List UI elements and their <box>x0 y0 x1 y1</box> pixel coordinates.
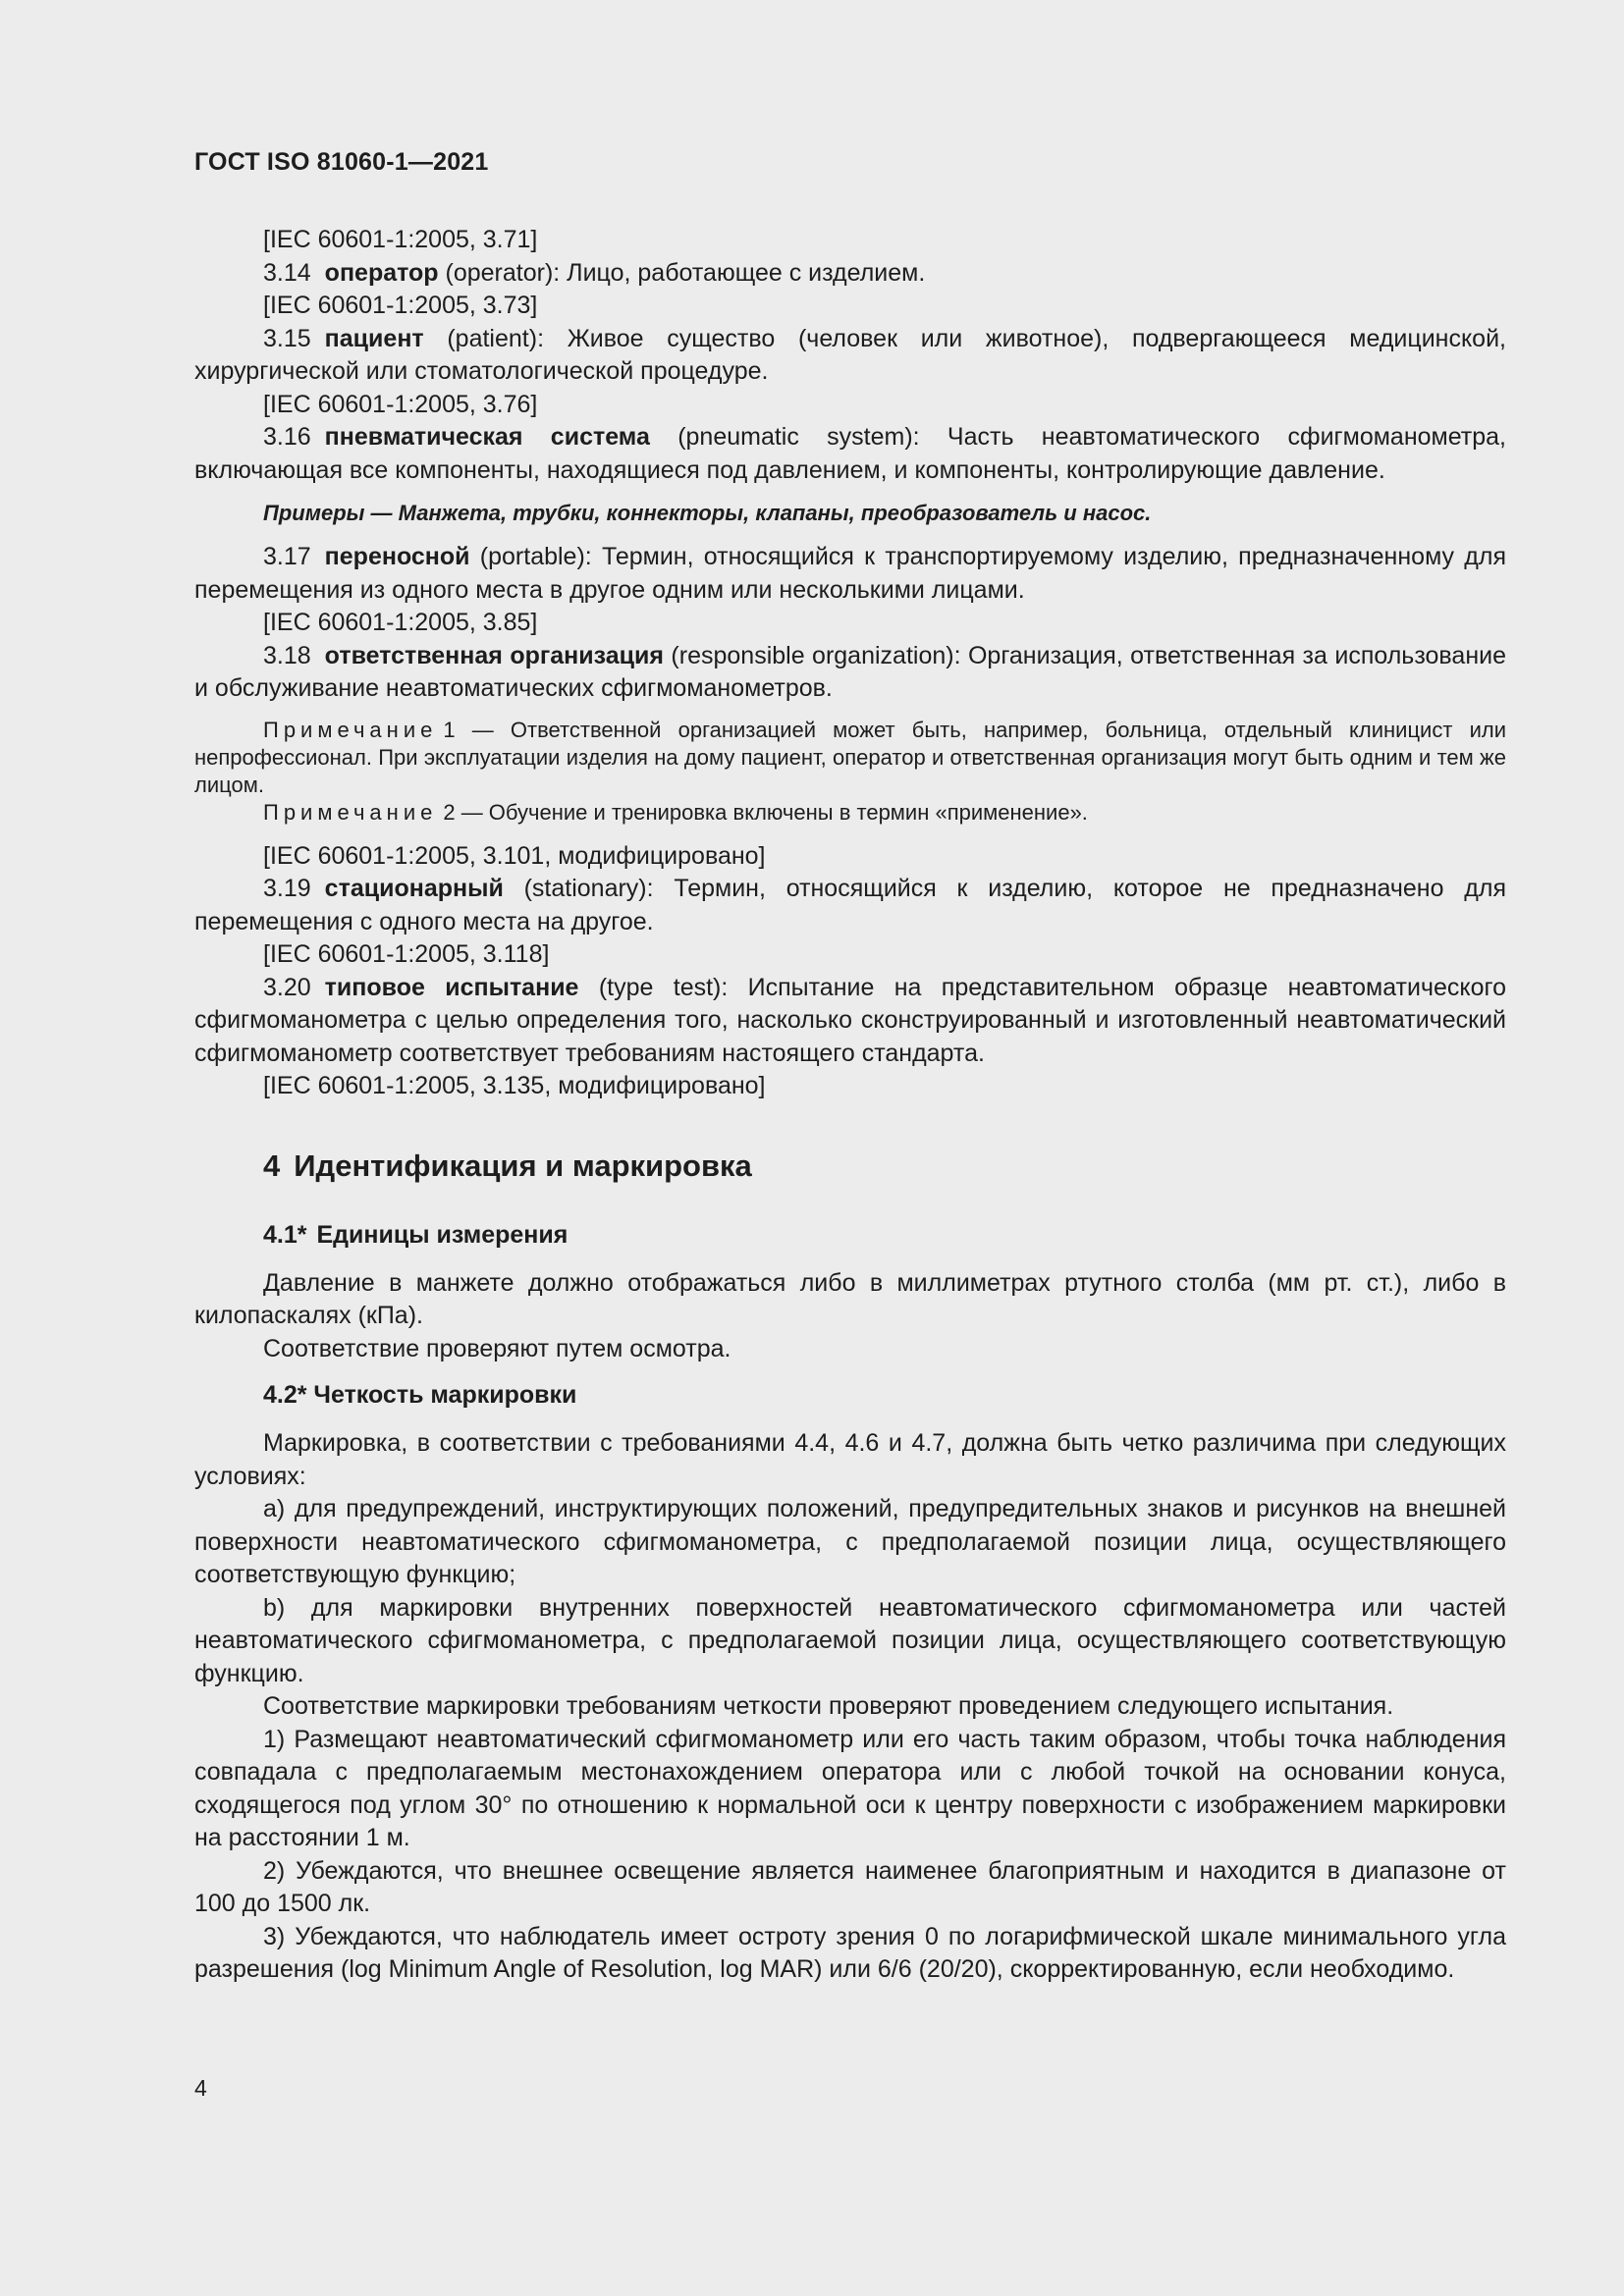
reference: [IEC 60601-1:2005, 3.76] <box>263 390 538 418</box>
paragraph: Давление в манжете должно отображаться либо в миллиметрах ртутного столба (мм рт. ст.), либо в килопаскалях (кПа). <box>194 1268 1506 1329</box>
reference: [IEC 60601-1:2005, 3.135, модифицировано] <box>263 1072 766 1099</box>
reference: [IEC 60601-1:2005, 3.85] <box>263 609 538 636</box>
document-page <box>194 0 1506 2296</box>
term-name: типовое испытание <box>324 973 579 1001</box>
reference: [IEC 60601-1:2005, 3.101, модифицировано] <box>263 841 766 870</box>
term-definition <box>194 972 1506 1071</box>
test-step: 1) Размещают неавтоматический сфигмоманометр или его часть таким образом, чтобы точка наблюдения совпадала с предполагаемым местонахождением оператора или с любой точкой на основании конуса, сходящегося под углом 30° по отношению к нормальной оси к центру поверхности с изображением маркировки на расстоянии 1 м. <box>194 1725 1506 1851</box>
example-text: Примеры — Манжета, трубки, коннекторы, клапаны, преобразователь и насос. <box>263 501 1152 525</box>
note-text: 1 — Ответственной организацией может быть, например, больница, отдельный клиницист или непрофессионал. При эксплуатации изделия на дому пациент, оператор и ответственная организация могут быть одним и тем же лицом. <box>194 717 1506 797</box>
term-definition <box>194 421 1506 487</box>
term-number: 3.15 <box>263 324 311 352</box>
term-text: (pneumatic system): Часть неавтоматического сфигмоманометра, включающая все компоненты, находящиеся под давлением, и компоненты, контролирующие давление. <box>194 423 1507 484</box>
term-name: переносной <box>324 543 470 570</box>
section-title: Идентификация и маркировка <box>294 1148 752 1183</box>
page-number: 4 <box>194 2075 207 2101</box>
term-definition <box>194 323 1506 389</box>
term-name: стационарный <box>324 875 504 902</box>
term-number: 3.19 <box>263 875 311 902</box>
note-text: 2 — Обучение и тренировка включены в термин «применение». <box>443 799 1088 825</box>
subsection-title: Единицы измерения <box>316 1220 568 1249</box>
note-label: Примечание <box>263 799 438 825</box>
term-number: 3.16 <box>263 423 311 451</box>
term-text: (stationary): Термин, относящийся к изделию, которое не предназначено для перемещения с одного места на другое. <box>194 875 1506 935</box>
subsection-number: 4.1* <box>263 1220 307 1249</box>
paragraph: Маркировка, в соответствии с требованиями 4.4, 4.6 и 4.7, должна быть четко различима при следующих условиях: <box>194 1429 1506 1490</box>
term-definition <box>194 640 1506 706</box>
term-number: 3.17 <box>263 543 311 570</box>
reference: [IEC 60601-1:2005, 3.71] <box>263 226 538 253</box>
subsection-heading: 4.2* Четкость маркировки <box>263 1381 577 1409</box>
term-name: пневматическая система <box>324 423 650 451</box>
reference: [IEC 60601-1:2005, 3.73] <box>263 292 538 319</box>
term-name: оператор <box>324 258 439 287</box>
term-definition <box>194 873 1506 938</box>
paragraph: Соответствие проверяют путем осмотра. <box>263 1334 731 1362</box>
term-text: (portable): Термин, относящийся к транспортируемому изделию, предназначенному для перемещения из одного места в другое одним или несколькими лицами. <box>194 543 1506 604</box>
notes-block <box>194 717 1506 827</box>
term-text: (operator): Лицо, работающее с изделием. <box>438 258 926 287</box>
test-step: 3) Убеждаются, что наблюдатель имеет остроту зрения 0 по логарифмической шкале минимального угла разрешения (log Minimum Angle of Resolution, log MAR) или 6/6 (20/20), скорректированную, если необходимо. <box>194 1922 1506 1983</box>
term-number: 3.18 <box>263 641 311 669</box>
term-number: 3.20 <box>263 973 311 1001</box>
note <box>194 717 1506 799</box>
test-step: 2) Убеждаются, что внешнее освещение является наименее благоприятным и находится в диапазоне от 100 до 1500 лк. <box>194 1856 1506 1917</box>
subsection-heading <box>194 1219 1506 1252</box>
document-body <box>194 224 1506 1987</box>
standard-header: ГОСТ ISO 81060-1—2021 <box>194 148 489 176</box>
term-text: (patient): Живое существо (человек или животное), подвергающееся медицинской, хирургической или стоматологической процедуре. <box>194 324 1506 385</box>
list-item: b) для маркировки внутренних поверхностей неавтоматического сфигмоманометра или частей неавтоматического сфигмоманометра, с предполагаемой позиции лица, осуществляющего соответствующую функцию. <box>194 1593 1506 1687</box>
term-name: ответственная организация <box>324 641 664 669</box>
reference: [IEC 60601-1:2005, 3.118] <box>263 940 550 968</box>
term-text: (type test): Испытание на представительном образце неавтоматического сфигмоманометра с целью определения того, насколько сконструированный и изготовленный неавтоматический сфигмоманометр соответствует требованиям настоящего стандарта. <box>194 973 1506 1067</box>
term-name: пациент <box>324 324 424 352</box>
note <box>194 799 1506 827</box>
list-item: a) для предупреждений, инструктирующих положений, предупредительных знаков и рисунков на внешней поверхности неавтоматического сфигмоманометра, с предполагаемой позиции лица, осуществляющего соответствующую функцию; <box>194 1495 1506 1588</box>
term-definition <box>194 541 1506 607</box>
term-number: 3.14 <box>263 258 311 287</box>
section-heading <box>194 1147 1506 1186</box>
term-definition <box>194 257 1506 291</box>
paragraph: Соответствие маркировки требованиям четкости проверяют проведением следующего испытания. <box>263 1692 1394 1720</box>
section-number: 4 <box>263 1148 281 1183</box>
term-text: (responsible organization): Организация, ответственная за использование и обслуживание неавтоматических сфигмоманометров. <box>194 641 1506 702</box>
note-label: Примечание <box>263 717 438 742</box>
